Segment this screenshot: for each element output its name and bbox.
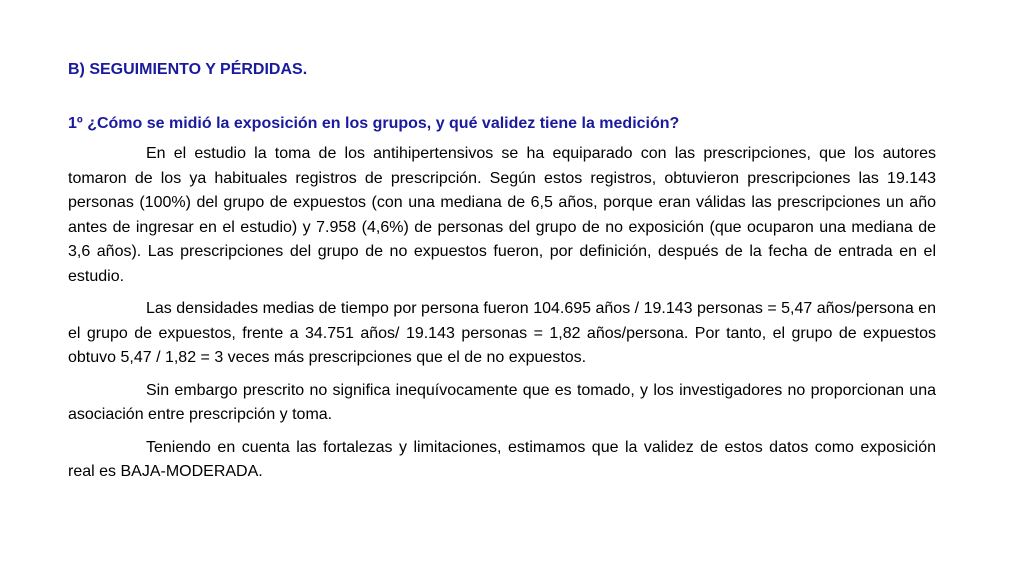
document-body <box>68 57 936 485</box>
question-heading: 1º ¿Cómo se midió la exposición en los grupos, y qué validez tiene la medición? <box>68 115 680 132</box>
paragraph-prescription-vs-intake: Sin embargo prescrito no significa inequívocamente que es tomado, y los investigadores no proporcionan una asociación entre prescripción y toma. <box>68 381 936 423</box>
paragraph-validity-conclusion: Teniendo en cuenta las fortalezas y limitaciones, estimamos que la validez de estos datos como exposición real es BAJA-MODERADA. <box>68 438 936 480</box>
paragraph-time-densities: Las densidades medias de tiempo por persona fueron 104.695 años / 19.143 personas = 5,47 años/persona en el grupo de expuestos, frente a 34.751 años/ 19.143 personas = 1,82 años/persona. Por tanto, el grupo de expuestos obtuvo 5,47 / 1,82 = 3 veces más prescripciones que el de no expuestos. <box>68 300 936 366</box>
paragraph-exposure-measurement: En el estudio la toma de los antihipertensivos se ha equiparado con las prescripciones, que los autores tomaron de los ya habituales registros de prescripción. Según estos registros, obtuvieron prescripciones las 19.143 personas (100%) del grupo de expuestos (con una mediana de 6,5 años, porque eran válidas las prescripciones un año antes de ingresar en el estudio) y 7.958 (4,6%) de personas del grupo de no exposición (que ocuparon una mediana de 3,6 años). Las prescripciones del grupo de no expuestos fueron, por definición, después de la fecha de entrada en el estudio. <box>68 145 936 285</box>
section-heading: B) SEGUIMIENTO Y PÉRDIDAS. <box>68 61 308 78</box>
